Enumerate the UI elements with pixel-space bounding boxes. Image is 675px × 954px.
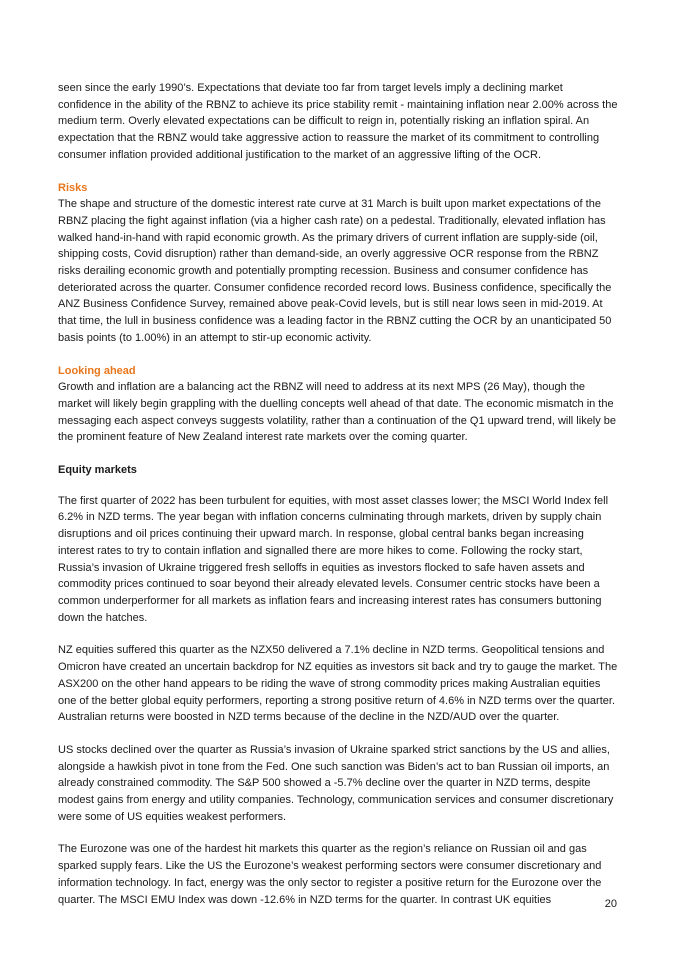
page-number: 20 — [604, 898, 617, 910]
paragraph-eurozone-equities: The Eurozone was one of the hardest hit markets this quarter as the region’s reliance on Russian oil and gas sparked supply fears. Like the US the Eurozone’s weakest performing sectors were consumer discretionary and information technology. In fact, energy was the only sector to register a positive return for the Eurozone over the quarter. The MSCI EMU Index was down -12.6% in NZD terms for the quarter. In contrast UK equities — [58, 843, 602, 906]
paragraph-us-equities: US stocks declined over the quarter as Russia’s invasion of Ukraine sparked strict sanctions by the US and allies, alongside a hawkish pivot in tone from the Fed. One such sanction was Biden’s act to ban Russian oil imports, an already constrained commodity. The S&P 500 showed a -5.7% decline over the quarter in NZD terms, despite modest gains from energy and utility companies. Technology, communication services and consumer discretionary were some of US equities weakest performers. — [58, 743, 614, 823]
document-body — [58, 80, 618, 908]
heading-risks: Risks — [58, 181, 88, 194]
paragraph-equity-overview: The first quarter of 2022 has been turbulent for equities, with most asset classes lower; the MSCI World Index fell 6.2% in NZD terms. The year began with inflation concerns culminating through markets, driven by supply chain disruptions and oil prices continuing their upward march. In response, global central banks began increasing interest rates to try to contain inflation and signalled there are more hikes to come. Following the rocky start, Russia’s invasion of Ukraine triggered fresh selloffs in equities as investors flocked to safe haven assets and commodity prices continued to soar beyond their already elevated levels. Consumer centric stocks have been a common underperformer for all markets as inflation fears and increasing interest rates has consumers buttoning down the hatches. — [58, 494, 609, 624]
heading-looking-ahead: Looking ahead — [58, 364, 136, 377]
paragraph-nz-equities: NZ equities suffered this quarter as the NZX50 delivered a 7.1% decline in NZD terms. Geopolitical tensions and Omicron have created an uncertain backdrop for NZ equities as investors sit back and try to gauge the market. The ASX200 on the other hand appears to be riding the wave of strong commodity prices making Australian equities one of the better global equity performers, reporting a strong positive return of 4.6% in NZD terms over the quarter. Australian returns were boosted in NZD terms because of the decline in the NZD/AUD over the quarter. — [58, 644, 618, 724]
paragraph-risks: The shape and structure of the domestic interest rate curve at 31 March is built upon market expectations of the RBNZ placing the fight against inflation (via a higher cash rate) on a pedestal. Traditionally, elevated inflation has walked hand-in-hand with rapid economic growth. As the primary drivers of current inflation are supply-side (oil, shipping costs, Covid disruption) rather than demand-side, an overly aggressive OCR response from the RBNZ risks derailing economic growth and potentially prompting recession. Business and consumer confidence has deteriorated across the quarter. Consumer confidence recorded record lows. Business confidence, specifically the ANZ Business Confidence Survey, remained above peak-Covid levels, but is still near lows seen in mid-2019. At that time, the lull in business confidence was a leading factor in the RBNZ cutting the OCR by an unanticipated 50 basis points (to 1.00%) in an attempt to stir-up economic activity. — [58, 198, 612, 344]
heading-equity-markets: Equity markets — [58, 464, 137, 477]
paragraph-inflation-expectations: seen since the early 1990’s. Expectations that deviate too far from target levels imply a declining market confidence in the ability of the RBNZ to achieve its price stability remit - maintaining inflation near 2.00% across the medium term. Overly elevated expectations can be difficult to reign in, potentially risking an inflation spiral. An expectation that the RBNZ would take aggressive action to reassure the market of its commitment to controlling consumer inflation provided additional justification to the market of an aggressive lifting of the OCR. — [58, 82, 618, 161]
paragraph-looking-ahead: Growth and inflation are a balancing act the RBNZ will need to address at its next MPS (26 May), though the market will likely begin grappling with the duelling concepts well ahead of that date. The economic mismatch in the messaging each aspect conveys suggests volatility, rather than a continuation of the Q1 upward trend, will likely be the prominent feature of New Zealand interest rate markets over the coming quarter. — [58, 381, 617, 444]
